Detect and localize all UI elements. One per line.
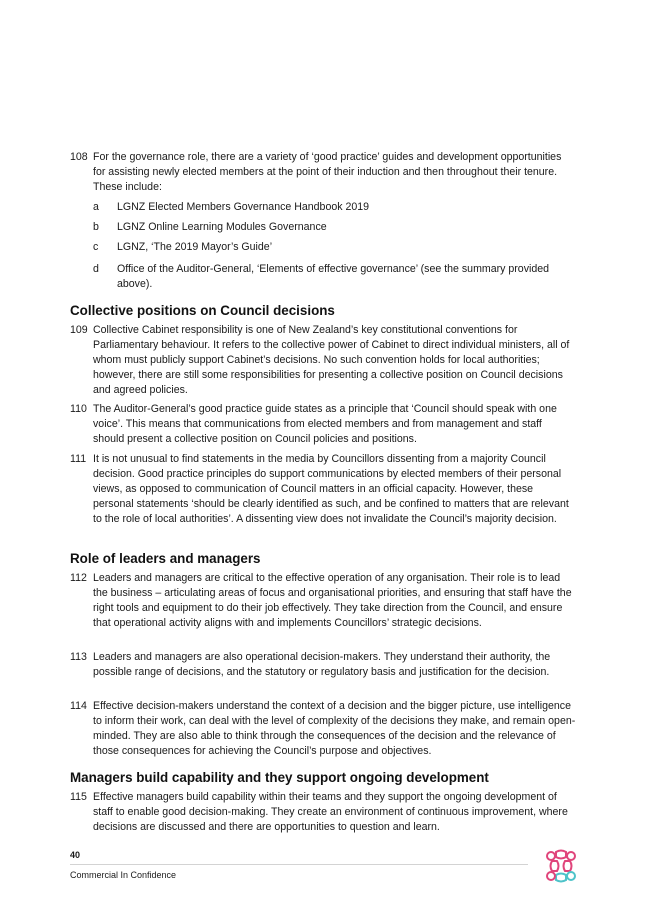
paragraph-number: 113 bbox=[70, 651, 87, 663]
list-item-b bbox=[93, 220, 576, 235]
paragraph-109 bbox=[70, 323, 576, 398]
paragraph-111 bbox=[70, 452, 576, 527]
list-item-c bbox=[93, 240, 576, 255]
list-letter: a bbox=[93, 201, 99, 213]
logo-left-segment bbox=[551, 861, 559, 871]
logo-top-right-ring bbox=[567, 852, 575, 860]
list-letter: b bbox=[93, 221, 99, 233]
list-item-a bbox=[93, 200, 576, 215]
paragraph-text: Leaders and managers are also operational decision-makers. They understand their authority, the possible range of decisions, and the statutory or regulatory basis and justification for the decision. bbox=[93, 651, 551, 678]
paragraph-text: Effective decision-makers understand the context of a decision and the bigger picture, use intelligence to inform their work, can deal with the level of complexity of the decisions they make, and remain open-minded. They are also able to think through the consequences of the decision and the relevance of those consequences for achieving the Council’s purpose and objectives. bbox=[93, 700, 576, 757]
paragraph-number: 111 bbox=[70, 453, 87, 465]
paragraph-text: For the governance role, there are a variety of ‘good practice’ guides and development opportunities for assisting newly elected members at the point of their induction and then throughout their tenure. These include: bbox=[93, 151, 562, 193]
section-heading-role-of-leaders: Role of leaders and managers bbox=[70, 551, 261, 566]
paragraph-number: 112 bbox=[70, 572, 87, 584]
paragraph-number: 110 bbox=[70, 403, 87, 415]
logo-bottom-right-ring bbox=[567, 872, 575, 880]
paragraph-number: 115 bbox=[70, 791, 87, 803]
council-logo-icon bbox=[544, 849, 578, 883]
paragraph-number: 114 bbox=[70, 700, 87, 712]
paragraph-text: Effective managers build capability within their teams and they support the ongoing development of staff to enable good decision-making. They create an environment of continuous improvement, where decisions are discussed and there are opportunities to question and learn. bbox=[93, 791, 568, 833]
logo-top-segment bbox=[556, 851, 566, 859]
logo-right-segment bbox=[564, 861, 572, 871]
logo-top-left-ring bbox=[547, 852, 555, 860]
paragraph-115 bbox=[70, 790, 576, 835]
paragraph-112 bbox=[70, 571, 576, 631]
paragraph-text: It is not unusual to find statements in the media by Councillors dissenting from a majority Council decision. Good practice principles do support communications by elected members of their personal views, as opposed to communication of Council matters in an official capacity. However, these personal statements ‘should be clearly identified as such, and be confined to matters that are relevant to the role of local authorities’. A dissenting view does not invalidate the Council’s majority decision. bbox=[93, 453, 569, 525]
list-letter: d bbox=[93, 263, 99, 275]
logo-bottom-segment bbox=[556, 874, 566, 882]
paragraph-number: 108 bbox=[70, 151, 88, 163]
paragraph-110 bbox=[70, 402, 576, 447]
footer-divider bbox=[70, 864, 528, 865]
section-heading-collective-positions: Collective positions on Council decisions bbox=[70, 303, 335, 318]
section-heading-managers-build-capability: Managers build capability and they support ongoing development bbox=[70, 770, 489, 785]
paragraph-text: Leaders and managers are critical to the effective operation of any organisation. Their role is to lead the business – articulating areas of focus and organisational priorities, and ensuring that staff have the right tools and equipment to do their job effectively. They take direction from the Council, and ensure that operational activity aligns with and implements Councillors’ strategic decisions. bbox=[93, 572, 572, 629]
paragraph-108 bbox=[70, 150, 576, 195]
logo-bottom-left-ring bbox=[547, 872, 555, 880]
paragraph-114 bbox=[70, 699, 576, 759]
list-letter: c bbox=[93, 241, 99, 253]
page-number: 40 bbox=[70, 850, 81, 860]
list-text: Office of the Auditor-General, ‘Elements of effective governance’ (see the summary provided above). bbox=[117, 263, 550, 290]
paragraph-text: Collective Cabinet responsibility is one of New Zealand’s key constitutional conventions for Parliamentary behaviour. It refers to the collective power of Cabinet to direct individual ministers, all of whom must publicly support Cabinet’s decisions. No such convention holds for local authorities; however, there are still some responsibilities for presenting a collective position on Council decisions and agreed policies. bbox=[93, 324, 570, 396]
paragraph-113 bbox=[70, 650, 576, 680]
list-text: LGNZ, ‘The 2019 Mayor’s Guide’ bbox=[117, 241, 273, 253]
list-text: LGNZ Elected Members Governance Handbook 2019 bbox=[117, 201, 370, 213]
list-text: LGNZ Online Learning Modules Governance bbox=[117, 221, 327, 233]
footer-confidentiality: Commercial In Confidence bbox=[70, 870, 177, 880]
paragraph-number: 109 bbox=[70, 324, 88, 336]
paragraph-text: The Auditor-General’s good practice guide states as a principle that ‘Council should speak with one voice’. This means that communications from elected members and from management and staff should present a collective position on Council policies and positions. bbox=[93, 403, 557, 445]
list-item-d bbox=[93, 262, 576, 292]
